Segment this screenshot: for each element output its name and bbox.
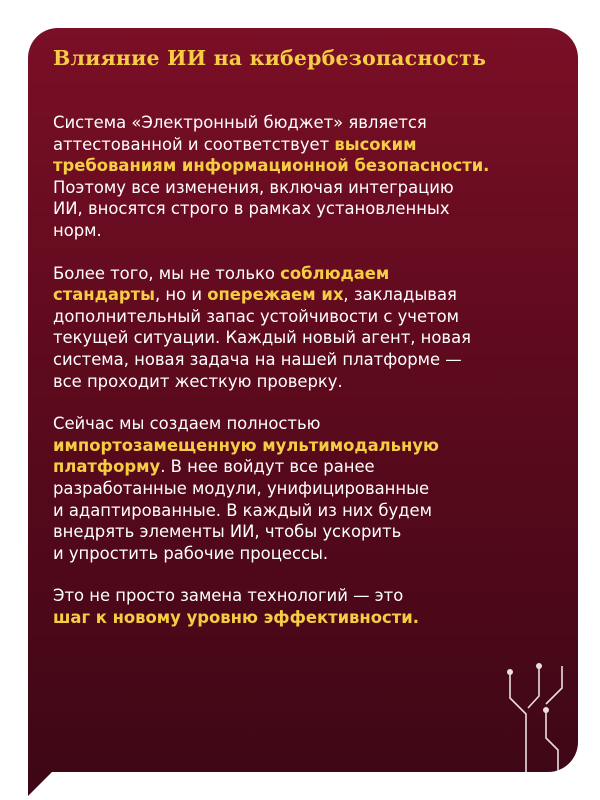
highlight-text: шаг к новому уровню эффективности. [53,607,419,627]
highlight-text: требованиям информационной безопасности. [53,156,490,176]
text-span: аттестованной и соответствует [53,134,335,154]
paragraph-2 [53,263,568,393]
text-span: . В нее войдут все ранее [160,457,375,477]
text-span: Более того, мы не только [53,263,281,283]
paragraph-3 [53,413,568,564]
text-span: , но и [154,285,208,305]
card-title: Влияние ИИ на кибербезопасность [53,46,487,70]
paragraph-1 [53,112,568,242]
text-line [53,284,568,306]
text-line: Сейчас мы создаем полностью [53,414,321,434]
text-line [53,456,568,478]
text-line: все проходит жесткую проверку. [53,371,343,391]
paragraph-4 [53,585,568,628]
highlight-text: стандарты [53,285,155,305]
highlight-text: опережаем их [207,285,344,305]
text-line: внедрять элементы ИИ, чтобы ускорить [53,522,402,542]
text-line: текущей ситуации. Каждый новый агент, новая [53,328,471,348]
text-line: ИИ, вносятся строго в рамках установленных [53,199,450,219]
text-line: норм. [53,220,102,240]
highlight-text: импортозамещенную мультимодальную [53,435,439,455]
text-line [53,263,568,285]
text-line [53,134,568,156]
highlight-text: платформу [53,457,161,477]
highlight-text: высоким [334,134,417,154]
text-line: и упростить рабочие процессы. [53,543,329,563]
circuit-lines-icon [498,658,578,772]
text-span: , закладывая [343,285,457,305]
highlight-text: соблюдаем [280,263,390,283]
text-line: Это не просто замена технологий — это [53,586,404,606]
card-body [53,112,568,649]
text-span: Система «Электронный бюджет» является [53,113,427,132]
card-tail [28,770,54,796]
text-line: разработанные модули, унифицированные [53,478,430,498]
text-line: Поэтому все изменения, включая интеграцию [53,177,454,197]
text-line: система, новая задача на нашей платформе — [53,349,462,369]
text-line: дополнительный запас устойчивости с учетом [53,306,459,326]
text-line [53,112,568,134]
text-line: и адаптированные. В каждый из них будем [53,500,432,520]
info-card [28,28,578,772]
